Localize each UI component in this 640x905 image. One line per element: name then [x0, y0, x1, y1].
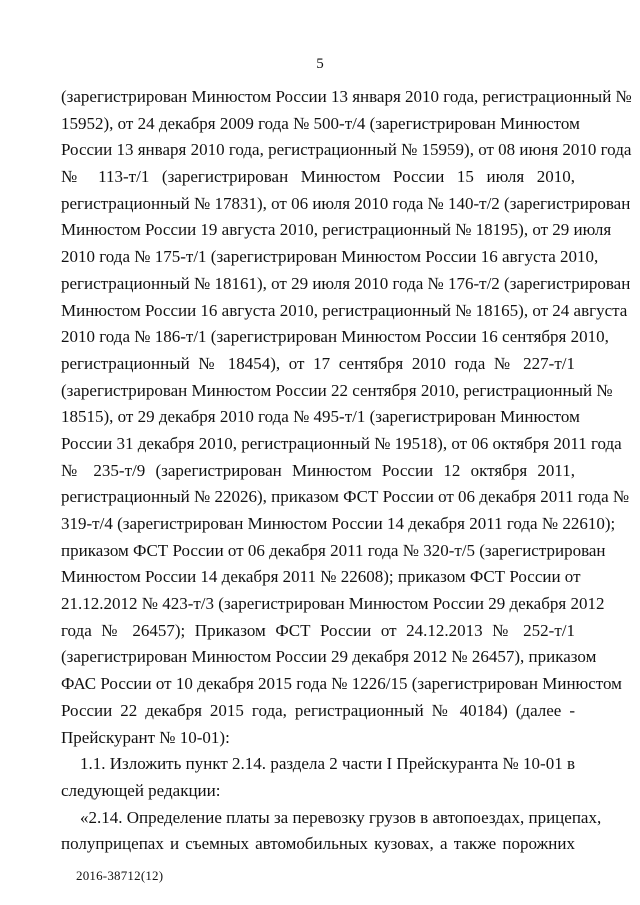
text-line: регистрационный № 17831), от 06 июля 2010 года № 140-т/2 (зарегистрирован	[61, 193, 631, 213]
text-line: приказом ФСТ России от 06 декабря 2011 года № 320-т/5 (зарегистрирован	[61, 540, 606, 560]
text-line: года № 26457); Приказом ФСТ России от 24.12.2013 № 252-т/1	[61, 620, 575, 640]
text-line: 2010 года № 186-т/1 (зарегистрирован Минюстом России 16 сентября 2010,	[61, 327, 609, 347]
document-body	[61, 84, 632, 858]
text-line: (зарегистрирован Минюстом России 22 сентября 2010, регистрационный №	[61, 380, 613, 400]
text-line: 21.12.2012 № 423-т/3 (зарегистрирован Минюстом России 29 декабря 2012	[61, 594, 605, 614]
text-line: 319-т/4 (зарегистрирован Минюстом России 14 декабря 2011 года № 22610);	[61, 514, 616, 533]
page-number: 5	[316, 56, 324, 72]
text-line: (зарегистрирован Минюстом России 29 декабря 2012 № 26457), приказом	[61, 647, 597, 667]
text-line: Прейскурант № 10-01):	[61, 727, 230, 747]
text-line: регистрационный № 18161), от 29 июля 2010 года № 176-т/2 (зарегистрирован	[61, 273, 631, 293]
text-line: № 113-т/1 (зарегистрирован Минюстом России 15 июля 2010,	[61, 167, 575, 187]
text-line: полуприцепах и съемных автомобильных кузовах, а также порожних	[61, 834, 575, 854]
text-line: Минюстом России 14 декабря 2011 № 22608); приказом ФСТ России от	[61, 567, 581, 587]
text-line: Минюстом России 19 августа 2010, регистрационный № 18195), от 29 июля	[61, 220, 612, 240]
text-line: России 31 декабря 2010, регистрационный № 19518), от 06 октября 2011 года	[61, 433, 622, 453]
text-line: «2.14. Определение платы за перевозку грузов в автопоездах, прицепах,	[80, 807, 602, 827]
text-line: 1.1. Изложить пункт 2.14. раздела 2 части I Прейскуранта № 10-01 в	[80, 754, 575, 774]
text-line: следующей редакции:	[61, 780, 221, 800]
text-line: (зарегистрирован Минюстом России 13 января 2010 года, регистрационный №	[61, 87, 632, 106]
text-line: Минюстом России 16 августа 2010, регистрационный № 18165), от 24 августа	[61, 300, 628, 320]
text-line: регистрационный № 22026), приказом ФСТ России от 06 декабря 2011 года №	[61, 487, 630, 507]
text-line: 18515), от 29 декабря 2010 года № 495-т/1 (зарегистрирован Минюстом	[61, 407, 580, 427]
text-line: № 235-т/9 (зарегистрирован Минюстом России 12 октября 2011,	[61, 460, 575, 480]
footer-code: 2016-38712(12)	[76, 868, 164, 883]
text-line: 15952), от 24 декабря 2009 года № 500-т/4 (зарегистрирован Минюстом	[61, 113, 580, 133]
text-line: ФАС России от 10 декабря 2015 года № 1226/15 (зарегистрирован Минюстом	[61, 674, 622, 694]
text-line: 2010 года № 175-т/1 (зарегистрирован Минюстом России 16 августа 2010,	[61, 247, 599, 267]
text-line: регистрационный № 18454), от 17 сентября 2010 года № 227-т/1	[61, 353, 575, 373]
text-line: России 13 января 2010 года, регистрационный № 15959), от 08 июня 2010 года	[61, 140, 632, 160]
text-line: России 22 декабря 2015 года, регистрационный № 40184) (далее -	[61, 700, 575, 720]
